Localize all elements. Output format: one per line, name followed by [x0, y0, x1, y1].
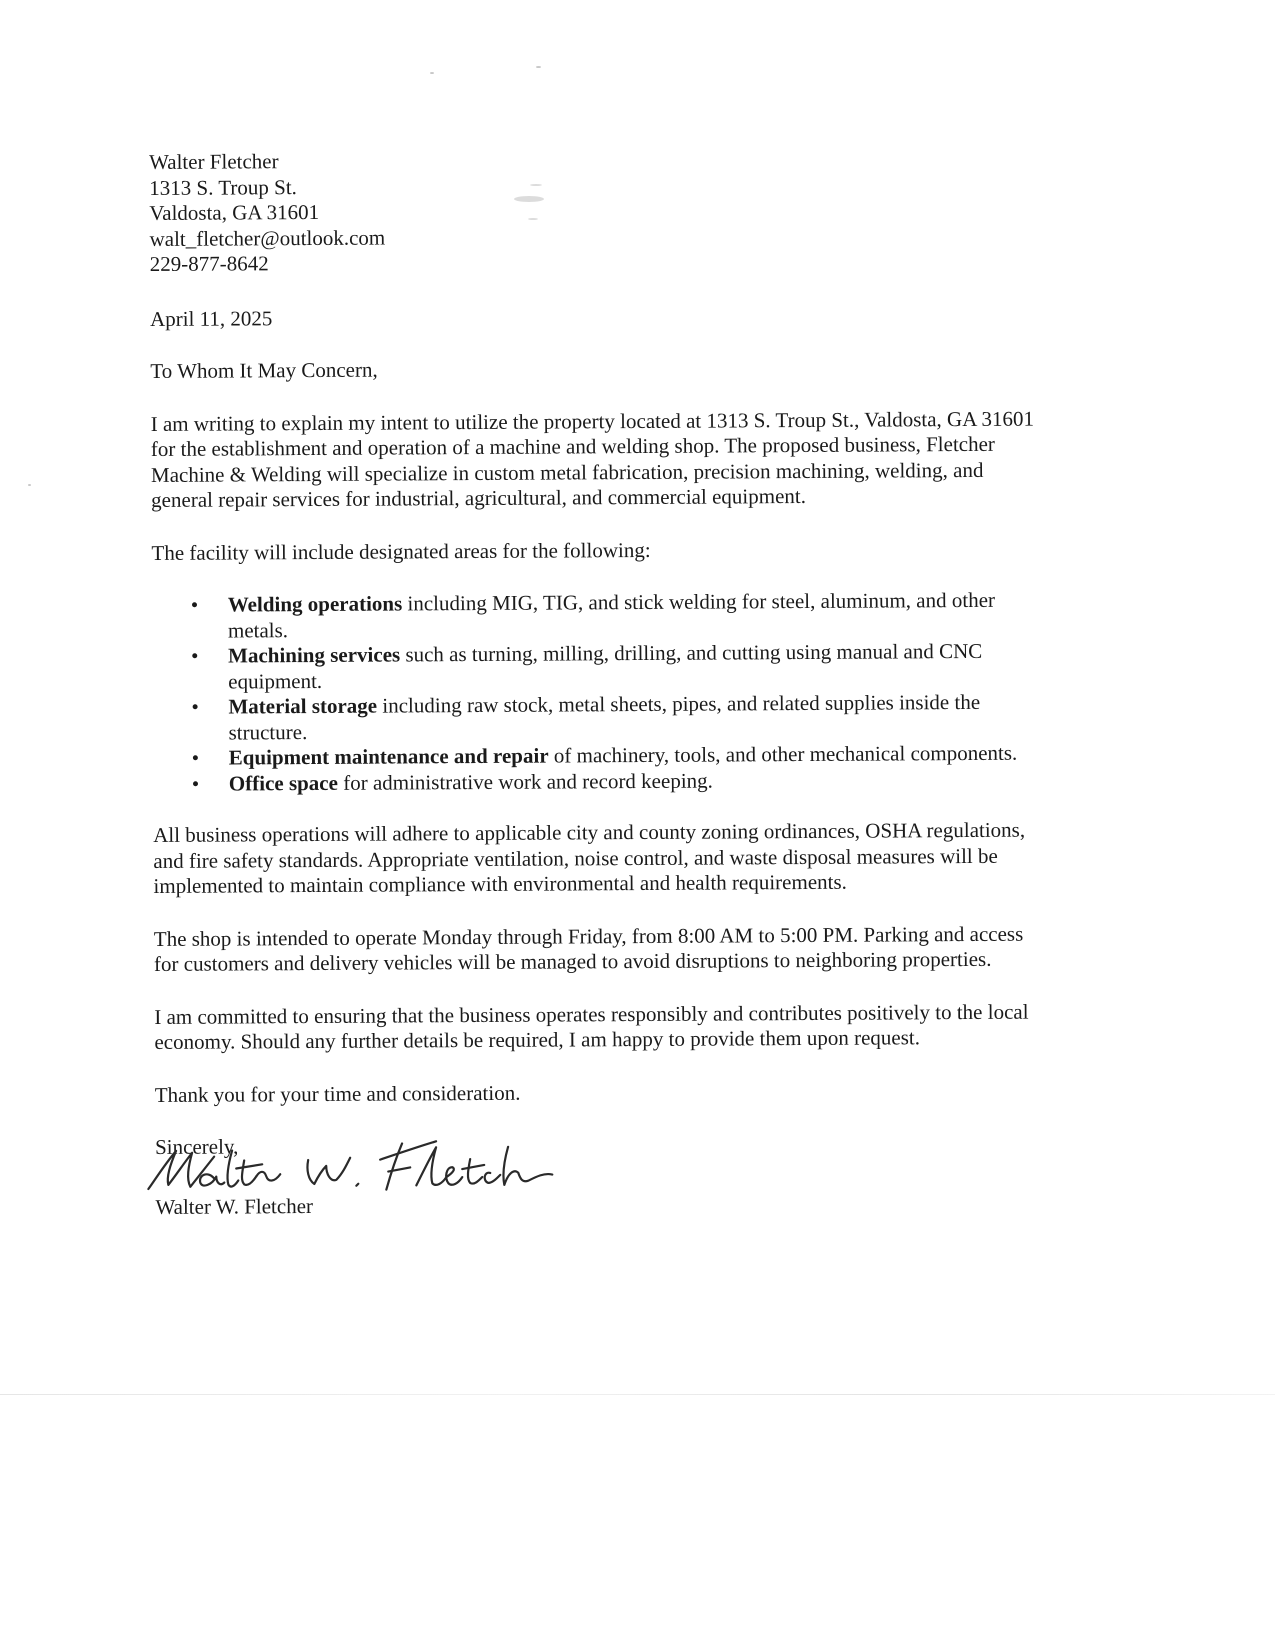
- signature-area: [155, 1154, 1140, 1194]
- list-item: [152, 587, 1137, 644]
- sender-city-state-zip: Valdosta, GA 31601: [149, 199, 320, 225]
- thanks-line: Thank you for your time and consideration.: [154, 1080, 521, 1107]
- sender-address-block: [149, 144, 1135, 278]
- facility-areas-list: [152, 587, 1138, 797]
- area-description-cont: metals.: [227, 617, 289, 643]
- letter-date: April 11, 2025: [149, 305, 273, 331]
- salutation: To Whom It May Concern,: [150, 357, 378, 383]
- intro-paragraph: [151, 405, 1137, 513]
- paragraph-line: economy. Should any further details be required, I am happy to provide them upon request.: [154, 1025, 921, 1054]
- area-description: including MIG, TIG, and stick welding for steel, aluminum, and other: [402, 587, 996, 616]
- area-description: for administrative work and record keeping.: [337, 768, 713, 795]
- area-description: of machinery, tools, and other mechanical components.: [548, 740, 1018, 768]
- scan-edge-line: [0, 1394, 1275, 1395]
- compliance-paragraph: [153, 817, 1138, 900]
- sender-email: walt_fletcher@outlook.com: [149, 225, 386, 251]
- paragraph-line: and fire safety standards. Appropriate ventilation, noise control, and waste disposal measures will be: [153, 843, 998, 873]
- area-term: Machining services: [228, 642, 401, 668]
- paragraph-line: general repair services for industrial, agricultural, and commercial equipment.: [151, 483, 807, 512]
- area-description: such as turning, milling, drilling, and cutting using manual and CNC: [400, 638, 983, 667]
- area-term: Welding operations: [227, 591, 403, 617]
- paragraph-line: I am committed to ensuring that the business operates responsibly and contributes positively to the local: [154, 999, 1029, 1029]
- area-term: Office space: [228, 770, 338, 796]
- sender-name: Walter Fletcher: [149, 149, 279, 174]
- paragraph-line: All business operations will adhere to applicable city and county zoning ordinances, OSHA regulations,: [153, 817, 1026, 847]
- area-description-cont: structure.: [228, 719, 308, 745]
- list-item: [152, 638, 1137, 695]
- area-description: including raw stock, metal sheets, pipes, and related supplies inside the: [377, 689, 981, 718]
- scan-speck: [28, 484, 31, 486]
- scan-speck: [430, 72, 434, 74]
- paragraph-line: I am writing to explain my intent to utilize the property located at 1313 S. Troup St., Valdosta, GA 31601: [150, 406, 1035, 436]
- sender-phone: 229-877-8642: [149, 251, 269, 276]
- paragraph-line: The shop is intended to operate Monday through Friday, from 8:00 AM to 5:00 PM. Parking and access: [153, 921, 1024, 951]
- commitment-paragraph: [154, 998, 1139, 1055]
- paragraph-line: Machine & Welding will specialize in custom metal fabrication, precision machining, welding, and: [150, 457, 984, 487]
- letter-body: [149, 144, 1141, 1220]
- facility-intro: The facility will include designated areas for the following:: [151, 537, 651, 565]
- closing: Sincerely,: [155, 1134, 239, 1159]
- scan-speck: [536, 66, 541, 68]
- hours-paragraph: [154, 920, 1139, 977]
- sender-street: 1313 S. Troup St.: [149, 174, 297, 200]
- area-term: Equipment maintenance and repair: [228, 743, 549, 770]
- signature-printed-name: Walter W. Fletcher: [155, 1193, 314, 1219]
- area-term: Material storage: [228, 693, 378, 719]
- paragraph-line: implemented to maintain compliance with environmental and health requirements.: [153, 869, 847, 898]
- handwritten-signature: [140, 1128, 560, 1201]
- list-item: [153, 765, 1138, 797]
- area-description-cont: equipment.: [228, 668, 323, 694]
- paragraph-line: for customers and delivery vehicles will be managed to avoid disruptions to neighboring properties.: [153, 946, 992, 976]
- paragraph-line: for the establishment and operation of a machine and welding shop. The proposed business, Fletcher: [150, 431, 995, 461]
- list-item: [152, 689, 1137, 746]
